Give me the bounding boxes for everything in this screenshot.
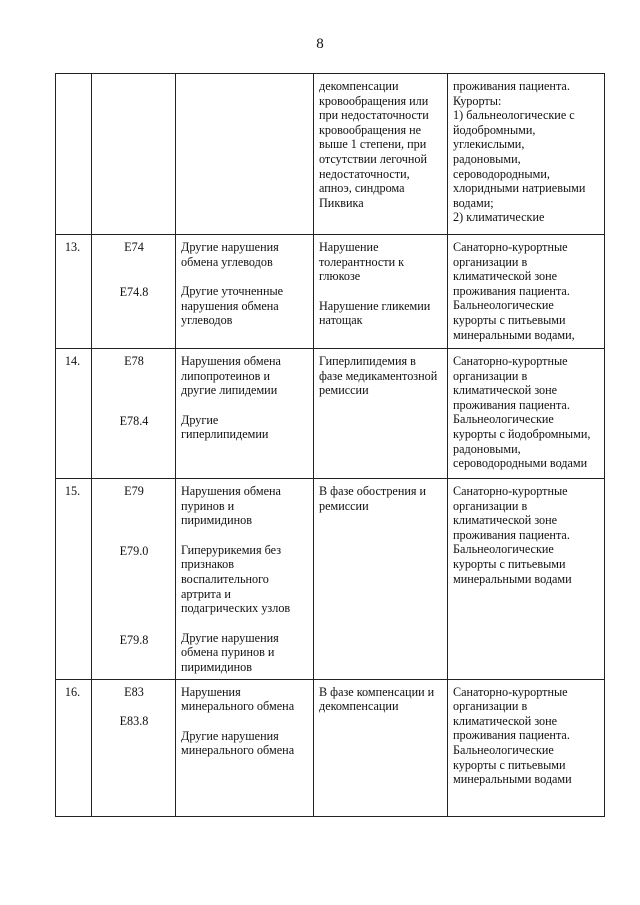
- code-tertiary: E79.8: [119, 633, 149, 648]
- cell-phase: В фазе обострения и ремиссии: [314, 479, 448, 680]
- code-secondary: E74.8: [119, 284, 149, 299]
- code-primary: E79: [124, 484, 144, 498]
- code-secondary: E79.0: [119, 543, 149, 558]
- name-secondary: Другие уточненные нарушения обмена углеводов: [181, 284, 284, 328]
- cell-code: [92, 74, 176, 235]
- cell-num: [56, 74, 92, 235]
- table-row-16: [56, 679, 605, 816]
- cell-code: [92, 235, 176, 349]
- page-number: 8: [316, 36, 324, 52]
- table-row-continuation: [56, 74, 605, 235]
- cell-num: 13.: [56, 235, 92, 349]
- name-primary: Другие нарушения обмена углеводов: [181, 240, 279, 269]
- table-row-14: [56, 349, 605, 479]
- name-primary: Нарушения обмена липопротеинов и другие липидемии: [181, 354, 281, 398]
- table-row-15: [56, 479, 605, 680]
- code-primary: E83: [124, 684, 144, 699]
- cell-name: [176, 349, 314, 479]
- cell-resorts: Санаторно-курортные организации в климатической зоне проживания пациента. Бальнеологические курорты с питьевыми минеральными водами: [448, 679, 605, 816]
- cell-resorts: проживания пациента. Курорты: 1) бальнеологические с йодобромными, углекислыми, радоновыми, сероводородными, хлоридными натриевыми водами; 2) климатические: [448, 74, 605, 235]
- code-secondary: E78.4: [119, 413, 149, 428]
- name-primary: Нарушения минерального обмена: [181, 684, 295, 714]
- resort-indications-table: [55, 73, 605, 817]
- name-primary: Нарушения обмена пуринов и пиримидинов: [181, 484, 281, 528]
- table-row-13: [56, 235, 605, 349]
- phase-primary: Нарушение толерантности к глюкозе: [319, 240, 405, 284]
- cell-phase: декомпенсации кровообращения или при недостаточности кровообращения не выше 1 степени, при отсутствии легочной недостаточности, апноэ, синдрома Пиквика: [314, 74, 448, 235]
- cell-code: [92, 349, 176, 479]
- cell-phase: [314, 235, 448, 349]
- cell-name: [176, 235, 314, 349]
- name-secondary: Другие гиперлипидемии: [181, 412, 269, 442]
- cell-name: [176, 74, 314, 235]
- cell-phase: В фазе компенсации и декомпенсации: [314, 679, 448, 816]
- cell-name: [176, 679, 314, 816]
- cell-code: [92, 679, 176, 816]
- code-secondary: E83.8: [119, 714, 149, 729]
- cell-resorts: Санаторно-курортные организации в климатической зоне проживания пациента. Бальнеологические курорты с питьевыми минеральными водами: [448, 479, 605, 680]
- name-secondary: Гиперурикемия без признаков воспалительного артрита и подагрических узлов: [181, 542, 291, 616]
- cell-resorts: Санаторно-курортные организации в климатической зоне проживания пациента. Бальнеологические курорты с йодобромными, радоновыми, сероводородными водами: [448, 349, 605, 479]
- cell-num: 15.: [56, 479, 92, 680]
- code-primary: E78: [124, 354, 144, 368]
- cell-code: [92, 479, 176, 680]
- cell-num: 14.: [56, 349, 92, 479]
- phase-secondary: Нарушение гликемии натощак: [319, 298, 431, 328]
- name-secondary: Другие нарушения минерального обмена: [181, 728, 295, 758]
- name-tertiary: Другие нарушения обмена пуринов и пиримидинов: [181, 630, 279, 674]
- cell-name: [176, 479, 314, 680]
- cell-num: 16.: [56, 679, 92, 816]
- cell-phase: Гиперлипидемия в фазе медикаментозной ремиссии: [314, 349, 448, 479]
- cell-resorts: Санаторно-курортные организации в климатической зоне проживания пациента. Бальнеологические курорты с питьевыми минеральными водами,: [448, 235, 605, 349]
- code-primary: E74: [124, 240, 144, 254]
